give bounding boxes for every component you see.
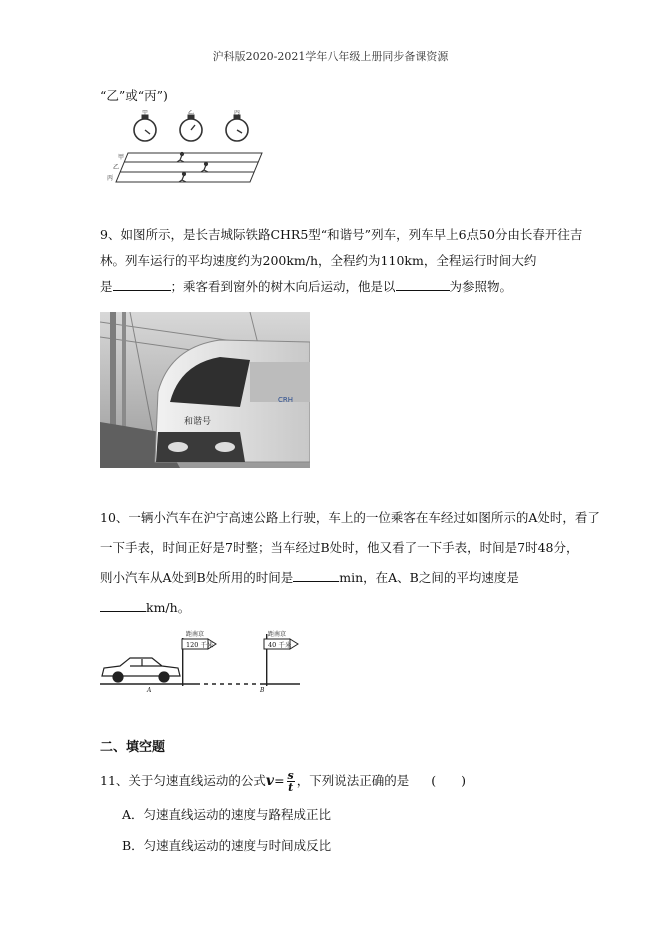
q8-tail-text: “乙”或“丙”) bbox=[100, 88, 168, 103]
lane-label: 丙 bbox=[107, 175, 114, 182]
q10-line-3 bbox=[100, 563, 565, 593]
q9-line-1: 9、如图所示，是长吉城际铁路CHR5型“和谐号”列车，列车早上6点50分由长春开往吉 bbox=[100, 227, 583, 242]
q10-text: km/h。 bbox=[146, 600, 191, 615]
train-name-text: 和谐号 bbox=[184, 417, 212, 427]
runner-icon bbox=[177, 153, 184, 163]
clock-label: 乙 bbox=[188, 110, 195, 116]
formula-equals: = bbox=[274, 773, 285, 788]
lane-label: 乙 bbox=[113, 164, 120, 171]
question-10 bbox=[100, 503, 600, 623]
option-b[interactable]: B．匀速直线运动的速度与时间成反比 bbox=[122, 838, 332, 853]
clock-icon bbox=[134, 115, 156, 141]
answer-blank[interactable] bbox=[293, 569, 339, 582]
q10-line-1: 10、一辆小汽车在沪宁高速公路上行驶，车上的一位乘客在车经过如图所示的A处时，看了 bbox=[100, 510, 600, 525]
q11-text: ，下列说法正确的是 bbox=[296, 773, 410, 788]
road-sign-a bbox=[182, 630, 222, 686]
page-header: 沪科版2020-2021学年八年级上册同步备课资源 bbox=[212, 50, 449, 63]
q10-text: 则小汽车从A处到B处所用的时间是 bbox=[100, 570, 294, 585]
runner-icon bbox=[179, 173, 186, 183]
car-icon bbox=[102, 658, 180, 682]
train-photo bbox=[100, 312, 310, 468]
q10-line-4 bbox=[100, 593, 565, 623]
q9-text: 为参照物。 bbox=[449, 279, 513, 294]
clock-icon bbox=[226, 115, 248, 141]
sign-a-distance: 120 千米 bbox=[186, 641, 214, 649]
q9-line-2: 林。列车运行的平均速度约为200km/h，全程约为110km，全程运行时间大约 bbox=[100, 253, 537, 268]
answer-paren[interactable]: ( ) bbox=[431, 773, 467, 788]
section-title: 二、填空题 bbox=[100, 740, 166, 755]
train-side-text: CRH bbox=[278, 396, 294, 404]
q9-text: ；乘客看到窗外的树木向后运动，他是以 bbox=[170, 279, 396, 294]
q11-text: 11、关于匀速直线运动的公式 bbox=[100, 773, 266, 788]
q9-line-3 bbox=[100, 274, 565, 300]
q9-text: 是 bbox=[100, 279, 113, 294]
lane-label: 甲 bbox=[118, 154, 125, 161]
sign-b-distance: 40 千米 bbox=[268, 641, 292, 649]
clock-label: 丙 bbox=[234, 110, 241, 116]
q10-text: min，在A、B之间的平均速度是 bbox=[339, 570, 519, 585]
answer-blank[interactable] bbox=[100, 599, 146, 612]
question-11 bbox=[100, 768, 466, 794]
sign-a-header: 距南京 bbox=[186, 631, 205, 638]
question-9 bbox=[100, 222, 583, 300]
runner-icon bbox=[201, 163, 208, 173]
clock-icon bbox=[180, 115, 202, 141]
point-a-label: A bbox=[147, 687, 152, 694]
clock-label: 甲 bbox=[142, 110, 149, 116]
sign-b-header: 距南京 bbox=[268, 631, 287, 638]
formula-denominator: t bbox=[288, 781, 294, 794]
option-a[interactable]: A．匀速直线运动的速度与路程成正比 bbox=[122, 807, 332, 822]
formula-numerator: s bbox=[287, 769, 294, 782]
clocks-figure bbox=[100, 110, 265, 190]
answer-blank[interactable] bbox=[113, 278, 171, 291]
answer-blank[interactable] bbox=[396, 278, 450, 291]
formula-fraction bbox=[287, 770, 295, 793]
formula-v: v bbox=[265, 773, 275, 789]
road-figure bbox=[100, 628, 300, 694]
point-b-label: B bbox=[260, 687, 265, 694]
q10-line-2: 一下手表，时间正好是7时整；当车经过B处时，他又看了一下手表，时间是7时48分， bbox=[100, 540, 579, 555]
